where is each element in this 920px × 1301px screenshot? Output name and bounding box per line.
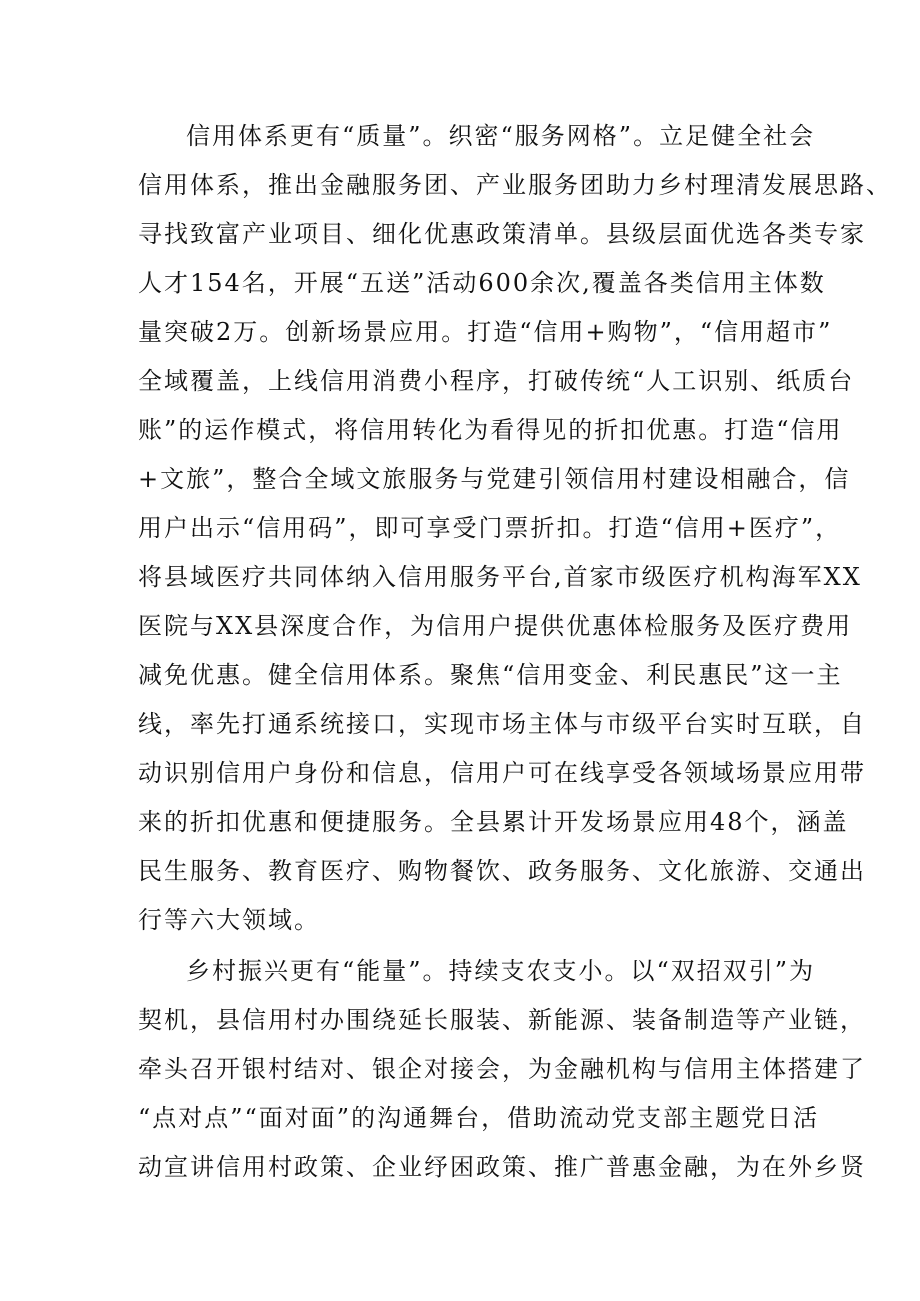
text-line: 行等六大领域。 — [138, 906, 320, 934]
text-line: 来的折扣优惠和便捷服务。全县累计开发场景应用48个，涵盖 — [138, 808, 849, 836]
text-line: 人才154名，开展“五送”活动600余次,覆盖各类信用主体数 — [138, 269, 826, 297]
text-line: 用户出示“信用码”，即可享受门票折扣。打造“信用+医疗”， — [138, 514, 842, 542]
paragraph-credit-system — [138, 112, 892, 945]
text-line: 寻找致富产业项目、细化优惠政策清单。县级层面优选各类专家 — [138, 220, 866, 248]
text-line: “点对点”“面对面”的沟通舞台，借助流动党支部主题党日活 — [138, 1104, 820, 1132]
text-line: +文旅”，整合全域文旅服务与党建引领信用村建设相融合，信 — [138, 465, 851, 493]
text-line: 线，率先打通系统接口，实现市场主体与市级平台实时互联，自 — [138, 710, 866, 738]
text-line: 减免优惠。健全信用体系。聚焦“信用变金、利民惠民”这一主 — [138, 661, 843, 689]
text-line: 契机，县信用村办围绕延长服装、新能源、装备制造等产业链， — [138, 1006, 866, 1034]
text-line: 将县域医疗共同体纳入信用服务平台,首家市级医疗机构海军XX — [138, 563, 862, 591]
paragraph-rural-revitalization — [138, 947, 866, 1192]
text-line: 动宣讲信用村政策、企业纾困政策、推广普惠金融，为在外乡贤 — [138, 1153, 866, 1181]
text-line: 乡村振兴更有“能量”。持续支农支小。以“双招双引”为 — [186, 957, 816, 985]
text-line: 账”的运作模式，将信用转化为看得见的折扣优惠。打造“信用 — [138, 416, 843, 444]
text-line: 民生服务、教育医疗、购物餐饮、政务服务、文化旅游、交通出 — [138, 857, 866, 885]
text-line: 信用体系，推出金融服务团、产业服务团助力乡村理清发展思路、 — [138, 171, 892, 199]
text-line: 动识别信用户身份和信息，信用户可在线享受各领域场景应用带 — [138, 759, 866, 787]
text-line: 牵头召开银村结对、银企对接会，为金融机构与信用主体搭建了 — [138, 1055, 866, 1083]
text-line: 全域覆盖，上线信用消费小程序，打破传统“人工识别、纸质台 — [138, 367, 855, 395]
document-body — [138, 112, 892, 1192]
text-line: 医院与XX县深度合作，为信用户提供优惠体检服务及医疗费用 — [138, 612, 853, 640]
text-line: 信用体系更有“质量”。织密“服务网格”。立足健全社会 — [186, 122, 816, 150]
text-line: 量突破2万。创新场景应用。打造“信用+购物”，“信用超市” — [138, 318, 833, 346]
